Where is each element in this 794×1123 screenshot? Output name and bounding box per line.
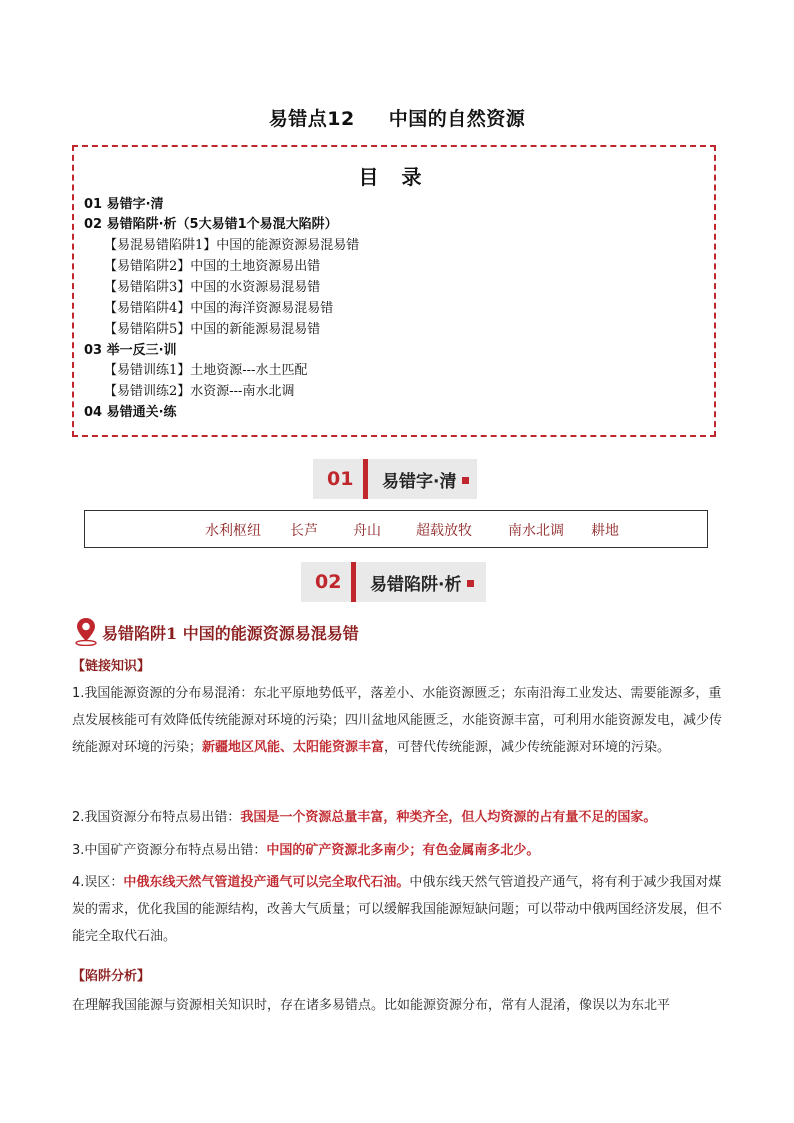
word-item: 南水北调 [508,523,564,539]
title-part1: 易错点12 [268,108,355,130]
toc-item-02[interactable]: 02 易错陷阱·析（5大易错1个易混大陷阱） [84,217,338,232]
banner-divider [351,562,356,602]
banner-divider [363,459,368,499]
section-number: 01 [327,468,354,490]
word-item: 长芦 [290,523,318,539]
toc-item-trap2[interactable]: 【易错陷阱2】中国的土地资源易出错 [104,259,321,274]
paragraph-text: 中俄东线天然气管道投产通气，将有利于减少我国对煤炭的需求，优化我国的能源结构，改善大气质量；可以缓解我国能源短缺问题；可以带动中俄两国经济发展，但不能完全取代石油。 [72,875,723,944]
paragraph-text: 2.我国资源分布特点易出错： [72,810,241,825]
table-of-contents [72,145,716,437]
paragraph-1 [72,680,722,761]
paragraph-5 [72,992,732,1019]
toc-item-trap1[interactable]: 【易混易错陷阱1】中国的能源资源易混易错 [104,238,360,253]
word-item: 舟山 [353,523,381,539]
toc-item-train2[interactable]: 【易错训练2】水资源---南水北调 [104,384,295,399]
paragraph-text: 4.误区： [72,875,124,890]
paragraph-4 [72,869,722,950]
toc-item-trap5[interactable]: 【易错陷阱5】中国的新能源易混易错 [104,322,321,337]
toc-item-04[interactable]: 04 易错通关·练 [84,405,177,420]
paragraph-text: 3.中国矿产资源分布特点易出错： [72,843,267,858]
word-list-box [84,510,708,548]
word-item: 耕地 [591,523,619,539]
section-number: 02 [315,571,342,593]
highlight-text: 新疆地区风能、太阳能资源丰富 [202,740,385,755]
page-title [0,104,794,131]
toc-item-03[interactable]: 03 举一反三·训 [84,343,177,358]
knowledge-tag: 【链接知识】 [72,659,151,674]
paragraph-2 [72,804,722,831]
trap-title: 易错陷阱1 中国的能源资源易混易错 [102,624,359,643]
trap-heading [74,616,359,646]
word-item: 水利枢纽 [205,523,261,539]
toc-item-train1[interactable]: 【易错训练1】土地资源---水土匹配 [104,363,308,378]
section-label: 易错字·清 [382,471,457,492]
title-part2: 中国的自然资源 [388,108,526,130]
toc-item-01[interactable]: 01 易错字·清 [84,197,164,212]
section-banner-01 [313,459,477,499]
highlight-text: 我国是一个资源总量丰富，种类齐全，但人均资源的占有量不足的国家。 [240,810,657,825]
word-item: 超载放牧 [416,523,472,539]
toc-item-trap3[interactable]: 【易错陷阱3】中国的水资源易混易错 [104,280,321,295]
highlight-text: 中俄东线天然气管道投产通气可以完全取代石油。 [123,875,410,890]
square-marker-icon [467,580,474,587]
map-pin-icon [74,616,100,646]
section-banner-02 [301,562,486,602]
analysis-tag: 【陷阱分析】 [72,969,151,984]
paragraph-text: ，可替代传统能源，减少传统能源对环境的污染。 [384,740,671,755]
paragraph-text: 在理解我国能源与资源相关知识时，存在诸多易错点。比如能源资源分布，常有人混淆，像误以为东北平 [72,998,671,1013]
toc-item-trap4[interactable]: 【易错陷阱4】中国的海洋资源易混易错 [104,301,334,316]
square-marker-icon [462,477,469,484]
section-label: 易错陷阱·析 [370,574,462,595]
paragraph-3 [72,837,722,864]
highlight-text: 中国的矿产资源北多南少；有色金属南多北少。 [266,843,540,858]
toc-heading: 目 录 [358,165,430,189]
paragraph-text: 1.我国能源资源的分布易混淆：东北平原地势低平，落差小、水能资源匮乏；东南沿海工业发达、需要能源多，重点发展核能可有效降低传统能源对环境的污染；四川盆地风能匮乏，水能资源丰富，可利用水能资源发电，减少传统能源对环境的污染； [72,686,723,755]
